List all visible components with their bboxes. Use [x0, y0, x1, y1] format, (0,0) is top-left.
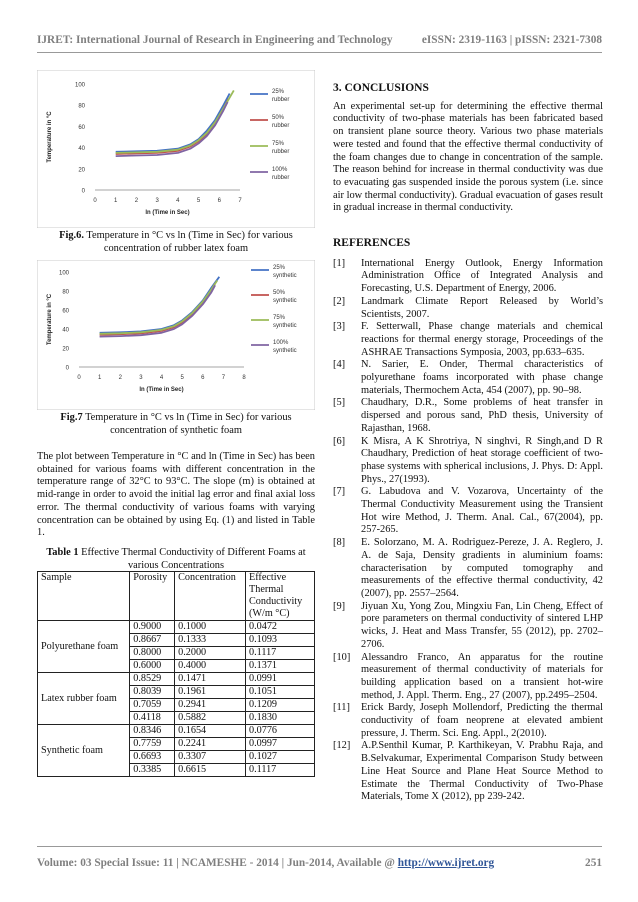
reference-number: [5]	[333, 397, 346, 409]
reference-item	[333, 702, 603, 740]
table-cell: 0.1371	[246, 660, 315, 673]
reference-number: [7]	[333, 486, 346, 498]
conclusions-text: An experimental set-up for determining the effective thermal conductivity of two-phase materials has been fabricated based on transient plane source theory. Various two phase materials were tested and found that the effective thermal conductivity of the foam changes due to change in concentration of the sample. The reason behind for increase in thermal conductivity was due to evacuating gas suspended inside the porous system (i.e. since air low thermal conductivity). Gradual evacuation of gases result in gradual increase in thermal conductivity.	[333, 100, 603, 214]
legend-label: 75% rubber	[272, 141, 290, 155]
table-header-cell: Effective Thermal Conductivity (W/m °C)	[246, 572, 315, 621]
reference-text: Landmark Climate Report Released by World’s Scientists, 2007.	[361, 295, 603, 320]
x-tick-label: 5	[196, 198, 201, 204]
x-tick-label: 7	[221, 375, 226, 381]
table-cell: 0.1000	[175, 621, 246, 634]
table-cell: 0.1830	[246, 712, 315, 725]
x-tick-label: 5	[180, 375, 184, 381]
reference-text: K Misra, A K Shrotriya, N singhvi, R Singh,and D R Chaudhary, Prediction of heat storage coefficient of two- phase systems with spherical inclusions, J. Phys. D: Appl. Phys., 27(1993).	[361, 435, 603, 485]
reference-text: Jiyuan Xu, Yong Zou, Mingxiu Fan, Lin Cheng, Effect of pore parameters on thermal conductivity of sintered LHP wicks, J. Heat and Mass Transfer, 55 (2012), pp. 2702–2706.	[361, 600, 603, 650]
header-rule	[37, 52, 602, 53]
reference-number: [1]	[333, 257, 346, 269]
legend-label: 100% rubber	[272, 167, 290, 181]
reference-item	[333, 652, 603, 703]
reference-number: [3]	[333, 321, 346, 333]
table-cell: 0.0472	[246, 621, 315, 634]
y-tick-label: 100	[58, 270, 69, 277]
y-tick-label: 20	[78, 167, 85, 174]
footer-rule	[37, 846, 602, 847]
reference-item	[333, 486, 603, 537]
chart-rubber	[37, 70, 315, 228]
x-tick-label: 8	[242, 375, 246, 381]
table-header-cell: Concentration	[175, 572, 246, 621]
table-sample-cell: Synthetic foam	[38, 725, 130, 777]
table-cell: 0.0997	[246, 738, 315, 751]
reference-text: Chaudhary, D.R., Some problems of heat transfer in dispersed and porous sand, PhD thesis, University of Rajasthan, 1968.	[361, 397, 603, 434]
table-cell: 0.1333	[175, 634, 246, 647]
table-container	[37, 571, 315, 777]
table-header-cell: Porosity	[130, 572, 175, 621]
table-cell: 0.0991	[246, 673, 315, 686]
reference-number: [9]	[333, 600, 346, 612]
table-header-cell: Sample	[38, 572, 130, 621]
conductivity-table	[37, 571, 315, 777]
table-cell: 0.0776	[246, 725, 315, 738]
table-row	[38, 621, 315, 634]
y-tick-label: 0	[81, 188, 85, 195]
table-sample-cell: Latex rubber foam	[38, 673, 130, 725]
reference-text: International Energy Outlook, Energy Information Administration Office of Integrated Analysis and Forecasting, U.S. Department of Energy, 2006.	[361, 257, 603, 295]
references-heading: REFERENCES	[333, 237, 411, 249]
figure-7-label: Fig.7	[60, 412, 83, 423]
figure-7-caption	[37, 412, 315, 437]
table-cell: 0.4000	[175, 660, 246, 673]
y-tick-label: 0	[65, 365, 69, 372]
table-cell: 0.2241	[175, 738, 246, 751]
figure-6-text: Temperature in °C vs ln (Time in Sec) for various concentration of rubber latex foam	[83, 230, 293, 254]
reference-number: [10]	[333, 651, 351, 663]
reference-text: G. Labudova and V. Vozarova, Uncertainty of the Thermal Conductivity Measurement using the Transient Hot wire Method, J. Therm. Anal. Cal., 67(2004), pp. 257-265.	[361, 486, 603, 536]
x-axis-label: ln (Time in Sec)	[139, 387, 184, 393]
table-cell: 0.8039	[130, 686, 175, 699]
table-cell: 0.1093	[246, 634, 315, 647]
table-cell: 0.7759	[130, 738, 175, 751]
table-cell: 0.1654	[175, 725, 246, 738]
issn: eISSN: 2319-1163 | pISSN: 2321-7308	[421, 34, 602, 46]
y-tick-label: 40	[62, 327, 69, 334]
x-tick-label: 7	[238, 198, 242, 204]
x-tick-label: 4	[176, 198, 180, 204]
reference-text: E. Solorzano, M. A. Rodriguez-Pereze, J. A. Reglero, J. A. de Saja, Density gradients in aluminium foams: characterisation by computed tomography and measurements of the effective thermal conductivity, 42 (2007), pp. 2557–2564.	[361, 537, 603, 599]
reference-number: [6]	[333, 435, 346, 447]
legend-label: 100% synthetic	[273, 340, 297, 354]
chart-synthetic	[37, 260, 315, 410]
journal-header	[37, 34, 602, 46]
x-tick-label: 3	[155, 198, 159, 204]
table-cell: 0.6693	[130, 751, 175, 764]
y-tick-label: 80	[78, 103, 85, 110]
y-tick-label: 60	[62, 308, 69, 315]
table-cell: 0.5882	[175, 712, 246, 725]
legend-label: 25% synthetic	[273, 265, 297, 279]
legend-label: 50% synthetic	[273, 290, 297, 304]
table-cell: 0.1209	[246, 699, 315, 712]
y-axis-label: Temperature in °C	[47, 111, 53, 163]
journal-link[interactable]: http://www.ijret.org	[397, 857, 495, 869]
reference-item	[333, 397, 603, 435]
table-cell: 0.3307	[175, 751, 246, 764]
table-label: Table 1	[46, 547, 79, 558]
table-cell: 0.9000	[130, 621, 175, 634]
table-cell: 0.1117	[246, 764, 315, 777]
conclusions-section	[333, 82, 603, 215]
legend-label: 25% rubber	[272, 89, 290, 103]
table-cell: 0.1471	[175, 673, 246, 686]
footer-text: Volume: 03 Special Issue: 11 | NCAMESHE - 2014 | Jun-2014, Available @	[37, 857, 398, 869]
y-tick-label: 20	[62, 346, 69, 353]
reference-text: N. Sarier, E. Onder, Thermal characteristics of polyurethane foams incorporated with phase change materials, Thermochem Acta, 454 (2007), pp. 90–98.	[361, 359, 603, 396]
reference-text: A.P.Senthil Kumar, P. Karthikeyan, V. Prabhu Raja, and B.Selvakumar, Experimental Comparison Study between Line Heat Source and Plane Heat Source Method to Estimate the Thermal Conductivity of Two-Phase Materials, Tome X (2012), pp 239-242.	[361, 740, 603, 803]
table-cell: 0.1051	[246, 686, 315, 699]
table-cell: 0.6000	[130, 660, 175, 673]
reference-item	[333, 601, 603, 652]
table-cell: 0.1961	[175, 686, 246, 699]
reference-number: [2]	[333, 295, 346, 307]
reference-number: [4]	[333, 359, 346, 371]
y-axis-label: Temperature in °C	[47, 293, 53, 346]
table-cell: 0.1027	[246, 751, 315, 764]
table-sample-cell: Polyurethane foam	[38, 621, 130, 673]
figure-7	[37, 260, 315, 410]
figure-7-text: Temperature in °C vs ln (Time in Sec) for various concentration of synthetic foam	[82, 412, 292, 436]
reference-item	[333, 359, 603, 397]
figure-6-caption	[37, 230, 315, 255]
table-caption	[37, 547, 315, 572]
legend-label: 50% rubber	[272, 115, 290, 129]
y-tick-label: 60	[78, 124, 85, 131]
table-cell: 0.1117	[246, 647, 315, 660]
table-row	[38, 673, 315, 686]
x-tick-label: 0	[77, 375, 81, 381]
references-section	[333, 237, 603, 804]
reference-item	[333, 436, 603, 487]
reference-number: [8]	[333, 537, 346, 549]
footer	[37, 857, 602, 869]
table-cell: 0.6615	[175, 764, 246, 777]
x-tick-label: 0	[93, 198, 97, 204]
x-tick-label: 2	[134, 198, 139, 204]
x-tick-label: 6	[201, 375, 205, 381]
x-axis-label: ln (Time in Sec)	[145, 210, 190, 216]
table-cell: 0.8000	[130, 647, 175, 660]
x-tick-label: 1	[114, 198, 118, 204]
x-tick-label: 1	[97, 375, 102, 381]
table-cell: 0.2941	[175, 699, 246, 712]
x-tick-label: 6	[217, 198, 221, 204]
reference-item	[333, 740, 603, 804]
reference-item	[333, 537, 603, 601]
references-list	[333, 258, 603, 804]
table-cell: 0.8346	[130, 725, 175, 738]
reference-item	[333, 321, 603, 359]
x-tick-label: 3	[139, 375, 143, 381]
table-cell: 0.2000	[175, 647, 246, 660]
reference-number: [12]	[333, 740, 351, 752]
table-cell: 0.3385	[130, 764, 175, 777]
reference-number: [11]	[333, 702, 350, 714]
x-tick-label: 2	[118, 375, 122, 381]
table-cell: 0.7059	[130, 699, 175, 712]
page-number: 251	[585, 857, 602, 869]
x-tick-label: 4	[159, 375, 164, 381]
body-paragraph: The plot between Temperature in °C and ln (Time in Sec) has been obtained for various foams with different concentration in the temperature range of 32°C to 93°C. The slope (m) is obtained at mid-range in order to avoid the initial lag error and final axial loss error. The thermal conductivity of various foams with varying concentration can be obtained by using Eq. (1) and listed in Table 1.	[37, 451, 315, 539]
table-header-row	[38, 572, 315, 621]
reference-item	[333, 258, 603, 296]
conclusions-heading: 3. CONCLUSIONS	[333, 82, 429, 94]
table-cell: 0.4118	[130, 712, 175, 725]
y-tick-label: 40	[78, 146, 85, 153]
reference-text: Erick Bardy, Joseph Mollendorf, Predicting the thermal conductivity of foam neoprene at elevated ambient pressure, J. Therm. Sci. Eng. Appl., 2(2010).	[361, 702, 603, 739]
table-caption-text: Effective Thermal Conductivity of Different Foams at various Concentrations	[78, 547, 306, 571]
table-cell: 0.8529	[130, 673, 175, 686]
legend-label: 75% synthetic	[273, 315, 297, 329]
reference-item	[333, 296, 603, 321]
y-tick-label: 80	[62, 289, 69, 296]
table-cell: 0.8667	[130, 634, 175, 647]
reference-text: Alessandro Franco, An apparatus for the routine measurement of thermal conductivity of materials for building application based on a transient hot-wire method, J. Appl. Therm. Eng., 27 (2007), pp.2495–2504.	[361, 651, 603, 701]
figure-6	[37, 70, 315, 228]
table-row	[38, 725, 315, 738]
journal-title: IJRET: International Journal of Research in Engineering and Technology	[37, 34, 393, 46]
reference-text: F. Setterwall, Phase change materials and chemical reactions for thermal energy storage, Proceedings of the ASHRAE Transactions Symposia, 2003, pp.633–635.	[361, 321, 603, 358]
figure-6-label: Fig.6.	[59, 230, 84, 241]
y-tick-label: 100	[74, 82, 85, 89]
